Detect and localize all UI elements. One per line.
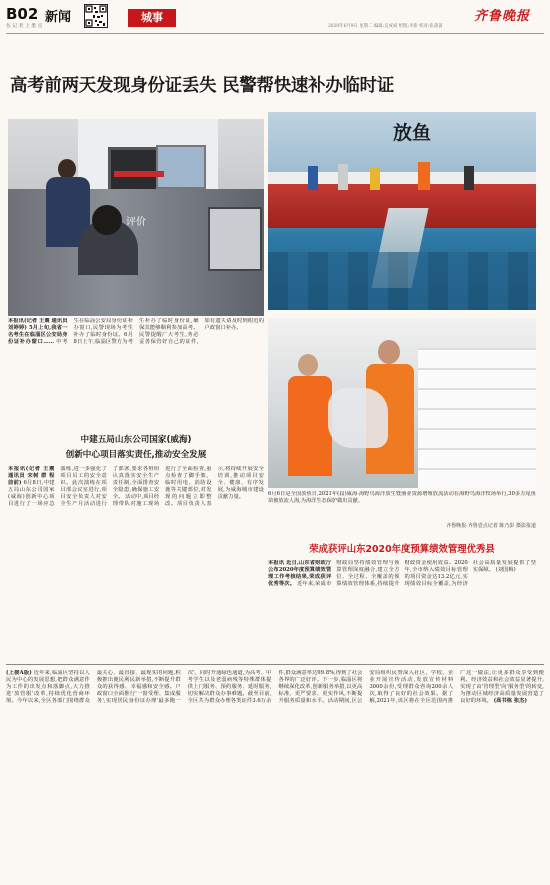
article3-body [268, 560, 536, 650]
evaluation-screen-text: 评价 [126, 217, 146, 228]
fish-caption: 6月6日是全国放鱼日,2021年(届)威海·海野鸟海洋放生暨渔业资源增殖放流活动在海野鸟海洋牧场举行,30多万尾鱼苗被放流人海,为海洋生态保护做出贡献。 [268, 491, 536, 504]
column-tag-label: 城事 [141, 11, 163, 24]
column-tag [128, 9, 176, 27]
article4-text: 近年来,临淄区坚持以人民为中心的发展思想,把群众满意作为工作的出发点和落脚点,大力推进'放管服'改革,持续优化营商环境。今年以来,全区各部门围绕群众最关心、最直接、最现实的问题,积极推出便民利民新举措,不断提升群众的获得感、幸福感和安全感。户政窗口全面推行'一窗受理、集成服务',实现居民身份证办理'最多跑一次'。同时开通绿色通道,为高考、中考学生以及老弱病残等特殊群体提供上门服务、预约服务、延时服务,切实解决群众办事难题。截至目前,全区共为群众办理各类证件3.6万余件,群众满意率达99.8%,得到了社会各界的广泛好评。下一步,临淄区将继续深化改革,创新服务举措,以更高标准、更严要求、更实作风,不断提升服务质量和水平。活动期间,区公安局组织民警深入社区、学校、企业开展宣传活动,发放宣传材料3000余份,受理群众咨询200余人次,取得了良好的社会效果。据了解,2021年,该区将在全区范围内推广这一做法,让更多群众享受到便利。经济效益和社会效益显著提升,实现了由'管理型'向'服务型'的转变,为推动区域经济高质量发展营造了良好的环境。 [6, 670, 544, 705]
police-office-photo [8, 119, 264, 316]
edition-line: 包 记 者 上 墨 点 [6, 24, 43, 29]
main-headline: 高考前两天发现身份证丢失 民警帮快速补办临时证 [10, 76, 395, 96]
article2-title-2: 创新中心项目落实责任,推动安全发展 [65, 450, 207, 460]
article2-para-1: 6月8日,中建五局山东公司国家(威海)创新中心项目进行了一场应急演练,进一步强化了项目员工的安全意识。此次演练在项目部会议室进行,项目安全负责人对安全生产月活动进行了部署,要求各班组认真落实安全生产责任制,全面排查安全隐患,确保施工安全。 [8, 466, 160, 508]
section-name: 新闻 [45, 10, 72, 25]
article2-body [8, 466, 264, 662]
article2-byline: 本报讯(记者 王震 通讯员 宋树 群 程前前) [8, 466, 55, 487]
article4-credit: (高书栋 张杰) [493, 698, 527, 705]
photo-left-caption [8, 318, 264, 384]
date-line: 2020年6月9日 星期二 编辑:吴成斌 组版:李新 校对:张蔷蔷 [328, 24, 443, 29]
article3-title: 荣成获评山东2020年度预算绩效管理优秀县 [309, 544, 495, 555]
section-divider [6, 664, 544, 665]
fish-release-photo-top [268, 112, 536, 310]
photo-left-body: 中考生在临淄公安局身份证补办窗口,民警现场为考生补办了临时身份证。6月8日上午,临淄区警方为考生补办了临时身份证,确保其能够顺利参加高考。民警提醒广大考生,务必妥善保管好自己的证件,如有遗失请及时到附近的户政窗口补办。 [56, 318, 264, 346]
article3-byline: 本报讯 近日,山东省财政厅公布2020年度预算绩效管理工作考核结果,荣成获评优秀等次。 [268, 560, 332, 588]
paper-logo: 齐鲁晚报 [474, 9, 531, 24]
article4-body [6, 670, 544, 878]
masthead-rule [6, 33, 544, 34]
fish-credit: 齐鲁晚报·齐鲁壹点记者 陈乃彭 摄影报道 [446, 523, 536, 529]
article2-title-1: 中建五局山东公司国家(威海) [80, 435, 192, 445]
fish-release-photo-bottom [268, 318, 536, 488]
article3-text: 近年来,荣成市财政局坚持绩效管理与预算管理深度融合,建立全方位、全过程、全覆盖的预算绩效管理体系,持续提升财政资金使用效益。2020年,全市纳入绩效目标管理的项目资金达13.2亿元,实现绩效目标全覆盖,为经济社会高质量发展提供了坚实保障。 [296, 560, 536, 588]
page-number: B02 [6, 5, 39, 23]
article2-para-2: 活动中,项目经理带队对施工现场进行了全面检查,重点检查了脚手架、临时用电、消防设施等关键部位,对发现的问题立即整改。项目负责人表示,将持续开展安全培训,推动项目安全、健康、有序发展,为威海城市建设贡献力量。 [112, 466, 264, 508]
article4-title: (上接A版) [6, 670, 32, 676]
article3-credit: (刘国梅) [495, 567, 516, 574]
fish-title: 放鱼 [393, 122, 432, 144]
qr-code [84, 4, 108, 28]
photo-left-byline: 本报讯(记者 王震 通讯员 刘婷婷) 5月上旬,我省一名考生在临淄区公安局身份证补办窗口…… [8, 318, 68, 346]
